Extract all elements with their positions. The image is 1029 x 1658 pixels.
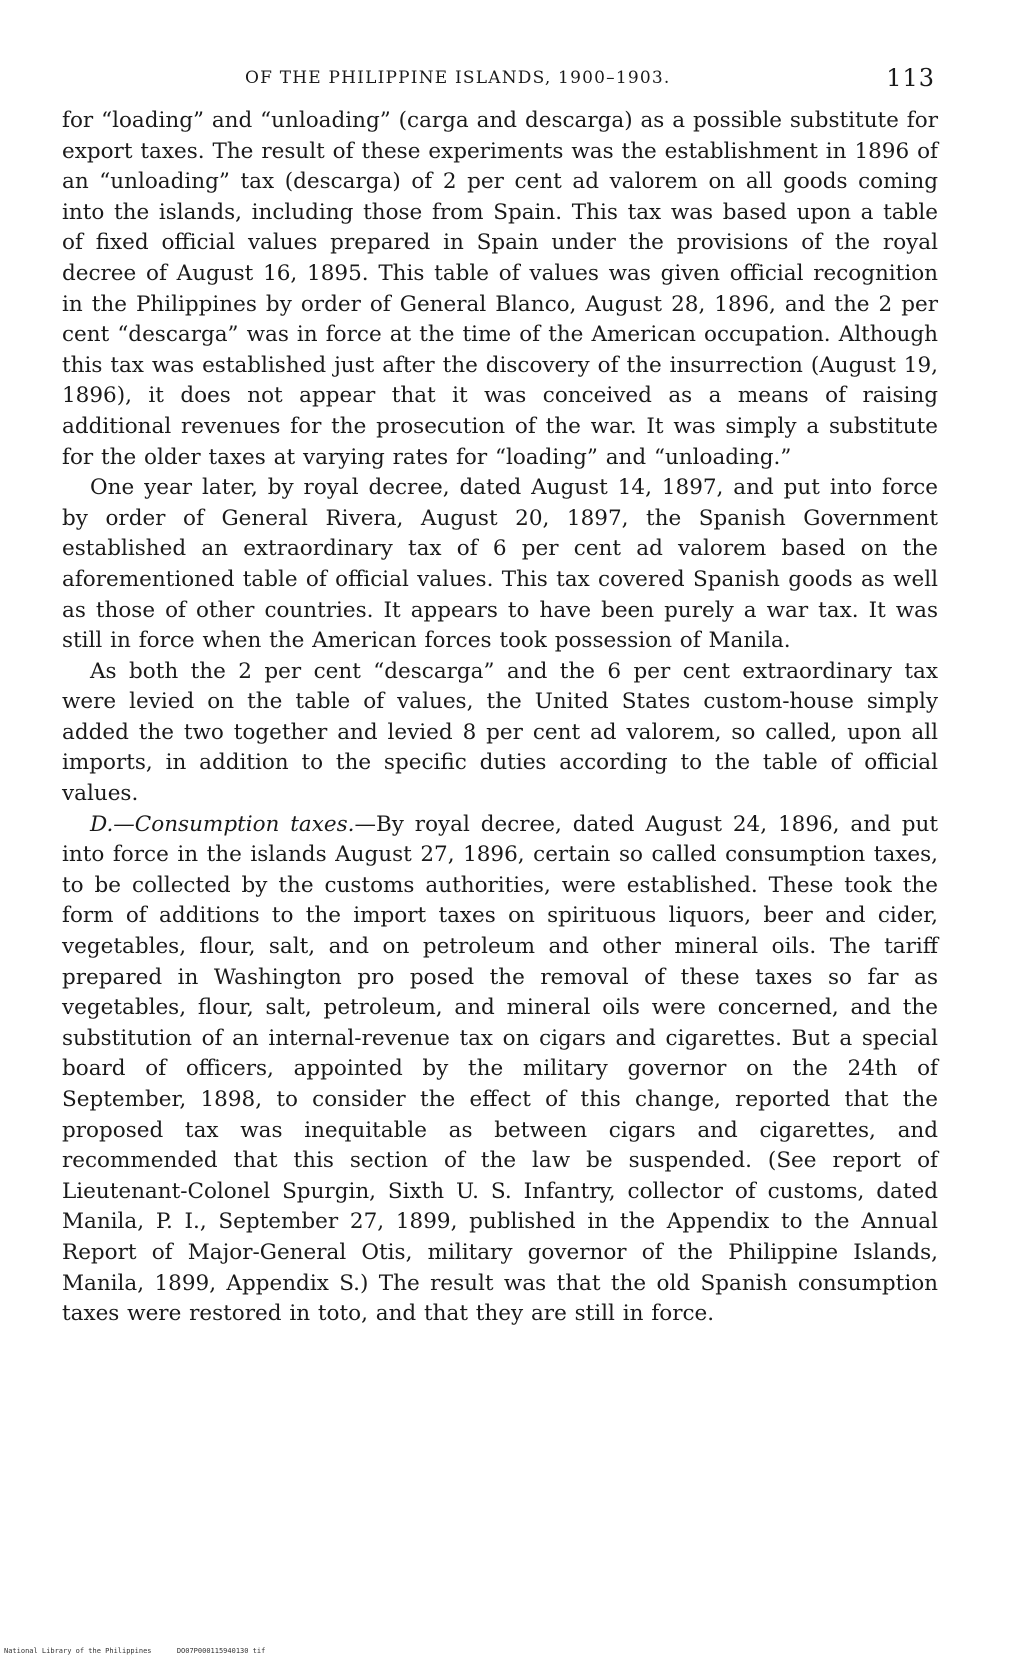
running-head: OF THE PHILIPPINE ISLANDS, 1900–1903. [245, 68, 671, 88]
paragraph-4 [62, 810, 938, 1330]
page-header [245, 64, 935, 94]
footer-file-id: DO07P000115940130 tif [176, 1647, 266, 1655]
paragraph-2: One year later, by royal decree, dated August 14, 1897, and put into force by order of General Rivera, August 20, 1897, the Spanish Government established an extraordinary tax of 6 per cent ad valorem based on the aforementioned table of official values. This tax covered Spanish goods as well as those of other countries. It appears to have been purely a war tax. It was still in force when the American forces took possession of Manila. [62, 475, 938, 654]
body-text [62, 106, 938, 1330]
page-number: 113 [886, 64, 935, 92]
section-heading: D.—Consumption taxes. [90, 811, 355, 837]
scan-footer [4, 1647, 265, 1655]
footer-library: National Library of the Philippines [4, 1647, 152, 1655]
paragraph-3: As both the 2 per cent “descarga” and the 6 per cent extraordinary tax were levied on the table of values, the United States custom-house simply added the two together and levied 8 per cent ad valorem, so called, upon all imports, in addition to the specific duties according to the table of official values. [62, 658, 938, 807]
paragraph-1: for “loading” and “unloading” (carga and descarga) as a possible substitute for export taxes. The result of these experiments was the establishment in 1896 of an “unloading” tax (descarga) of 2 per cent ad valorem on all goods coming into the islands, including those from Spain. This tax was based upon a table of fixed official values prepared in Spain under the provisions of the royal decree of August 16, 1895. This table of values was given official recognition in the Philippines by order of General Blanco, August 28, 1896, and the 2 per cent “descarga” was in force at the time of the American occupation. Although this tax was established just after the discovery of the insurrection (August 19, 1896), it does not appear that it was conceived as a means of raising additional revenues for the prosecution of the war. It was simply a substitute for the older taxes at varying rates for “loading” and “unloading.” [62, 108, 938, 470]
paragraph-4-text: —By royal decree, dated August 24, 1896, and put into force in the islands August 27, 1896, certain so called consumption taxes, to be collected by the customs authorities, were established. These took the form of additions to the import taxes on spirituous liquors, beer and cider, vegetables, flour, salt, and on petroleum and other mineral oils. The tariff prepared in Washington pro posed the removal of these taxes so far as vegetables, flour, salt, petroleum, and mineral oils were concerned, and the substitution of an internal-revenue tax on cigars and cigarettes. But a special board of officers, appointed by the military governor on the 24th of September, 1898, to consider the effect of this change, reported that the proposed tax was inequitable as between cigars and cigarettes, and recommended that this section of the law be suspended. (See report of Lieutenant-Colonel Spurgin, Sixth U. S. Infantry, collector of customs, dated Manila, P. I., September 27, 1899, published in the Appendix to the Annual Report of Major-General Otis, military governor of the Philippine Islands, Manila, 1899, Appendix S.) The result was that the old Spanish consumption taxes were restored in toto, and that they are still in force. [62, 811, 938, 1327]
